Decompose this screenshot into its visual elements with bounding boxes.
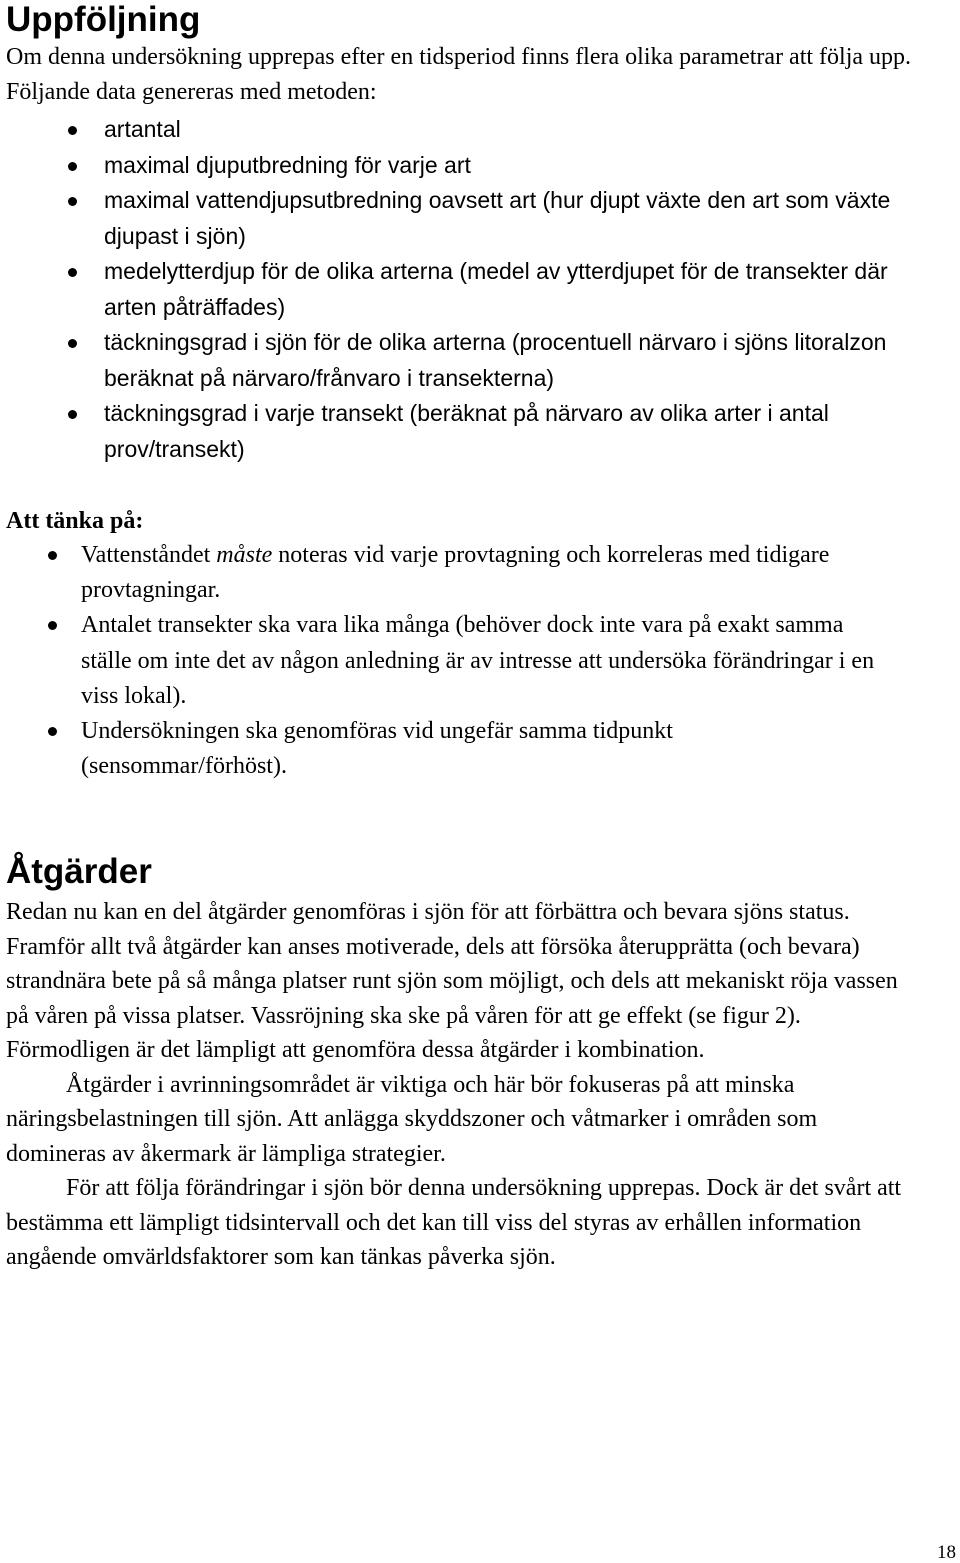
parameter-list — [104, 112, 894, 467]
list-item: maximal djuputbredning för varje art — [104, 148, 894, 184]
list-item: Vattenståndet måste noteras vid varje provtagning och korreleras med tidigare provtagningar. — [81, 538, 881, 608]
bullet-icon — [68, 410, 77, 419]
atgarder-body — [6, 895, 906, 1275]
considerations-heading: Att tänka på: — [6, 508, 144, 534]
list-item: medelytterdjup för de olika arterna (medel av ytterdjupet för de transekter där arten påträffades) — [104, 254, 894, 325]
bullet-icon — [48, 727, 57, 736]
bullet-icon — [68, 197, 77, 206]
considerations-list — [81, 538, 881, 784]
list-item: maximal vattendjupsutbredning oavsett art (hur djupt växte den art som växte djupast i sjön) — [104, 183, 894, 254]
list-item: artantal — [104, 112, 894, 148]
page-number: 18 — [937, 1542, 956, 1563]
list-item: Antalet transekter ska vara lika många (behöver dock inte vara på exakt samma ställe om inte det av någon anledning är av intresse att undersöka förändringar i en viss lokal). — [81, 608, 881, 714]
intro-paragraph: Om denna undersökning upprepas efter en tidsperiod finns flera olika parametrar att följa upp. Följande data genereras med metoden: — [6, 44, 912, 105]
paragraph: Åtgärder i avrinningsområdet är viktiga och här bör fokuseras på att minska näringsbelastningen till sjön. Att anlägga skyddszoner och våtmarker i områden som domineras av åkermark är lämpliga strategier. — [6, 1071, 818, 1167]
bullet-icon — [48, 621, 57, 630]
emphasis-text: måste — [216, 542, 273, 568]
bullet-icon — [68, 268, 77, 277]
paragraph: Redan nu kan en del åtgärder genomföras i sjön för att förbättra och bevara sjöns status. Framför allt två åtgärder kan anses motiverade, dels att försöka återupprätta (och bevara) strandnära bete på så många platser runt sjön som möjligt, och dels att mekaniskt röja vassen på våren på vissa platser. Vassröjning ska ske på våren för att ge effekt (se figur 2). Förmodligen är det lämpligt att genomföra dessa åtgärder i kombination. — [6, 899, 898, 1063]
list-item: Undersökningen ska genomföras vid ungefär samma tidpunkt (sensommar/förhöst). — [81, 714, 881, 784]
bullet-icon — [48, 551, 57, 560]
list-item: täckningsgrad i sjön för de olika arterna (procentuell närvaro i sjöns litoralzon beräknat på närvaro/frånvaro i transekterna) — [104, 325, 894, 396]
paragraph: För att följa förändringar i sjön bör denna undersökning upprepas. Dock är det svårt att bestämma ett lämpligt tidsintervall och det kan till viss del styras av erhållen information angående omvärldsfaktorer som kan tänkas påverka sjön. — [6, 1175, 902, 1270]
bullet-icon — [68, 126, 77, 135]
section-title-uppfoljning: Uppföljning — [6, 0, 201, 39]
list-item: täckningsgrad i varje transekt (beräknat på närvaro av olika arter i antal prov/transekt) — [104, 396, 894, 467]
bullet-icon — [68, 339, 77, 348]
section-title-atgarder: Åtgärder — [6, 852, 152, 891]
bullet-icon — [68, 162, 77, 171]
